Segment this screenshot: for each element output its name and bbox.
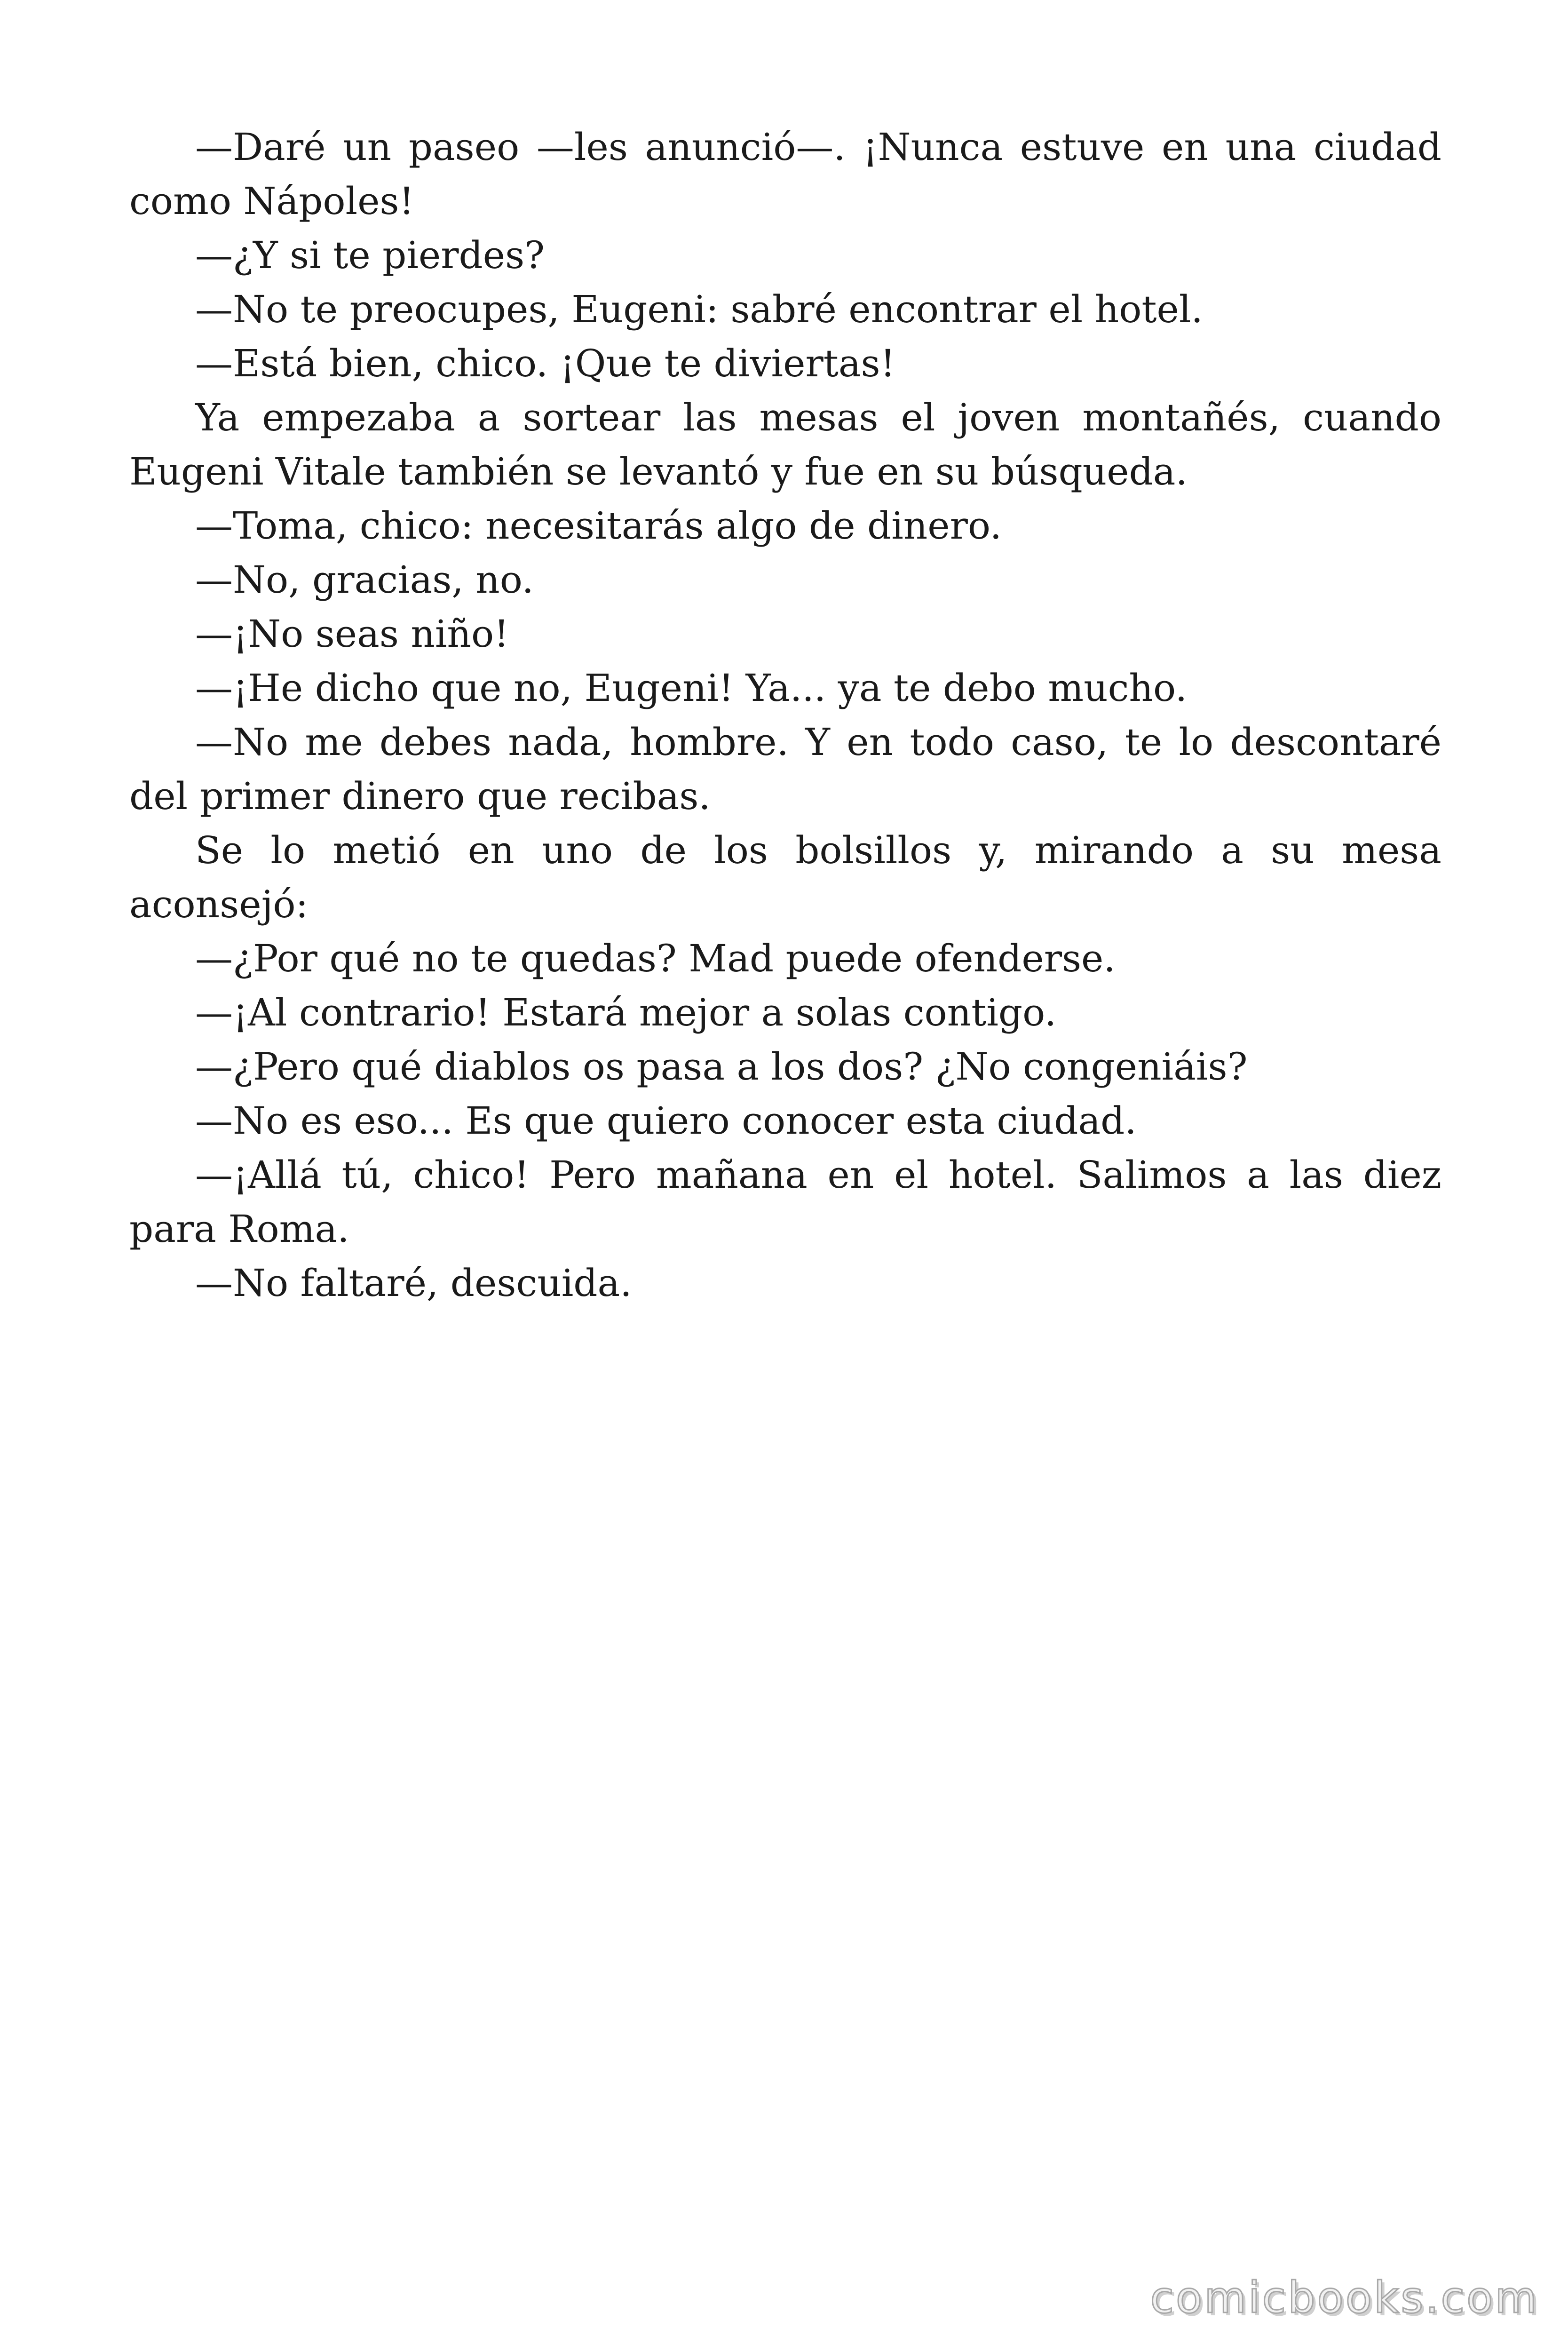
paragraph: —Daré un paseo —les anunció—. ¡Nunca estuve en una ciudad como Nápoles! [129,125,1441,223]
paragraph: Ya empezaba a sortear las mesas el joven montañés, cuando Eugeni Vitale también se levantó y fue en su búsqueda. [129,396,1441,493]
paragraph: —Toma, chico: necesitarás algo de dinero. [195,504,1002,548]
paragraph: —No faltaré, descuida. [195,1261,632,1305]
paragraph: —No, gracias, no. [195,558,534,602]
paragraph: —¡He dicho que no, Eugeni! Ya... ya te debo mucho. [195,666,1188,710]
paragraph: —¡Allá tú, chico! Pero mañana en el hotel. Salimos a las diez para Roma. [129,1153,1441,1251]
paragraph: —¿Y si te pierdes? [195,233,545,277]
paragraph: —Está bien, chico. ¡Que te diviertas! [195,342,895,385]
watermark: comicbooks.com [1150,2273,1539,2323]
paragraph: Se lo metió en uno de los bolsillos y, mirando a su mesa aconsejó: [129,828,1441,926]
paragraph: —No me debes nada, hombre. Y en todo caso, te lo descontaré del primer dinero que recibas. [129,720,1441,818]
paragraph: —¿Pero qué diablos os pasa a los dos? ¿No congeniáis? [195,1045,1248,1089]
paragraph: —No es eso... Es que quiero conocer esta ciudad. [195,1099,1137,1143]
paragraph: —No te preocupes, Eugeni: sabré encontrar el hotel. [195,287,1203,331]
paragraph: —¡No seas niño! [195,612,509,656]
paragraph: —¡Al contrario! Estará mejor a solas contigo. [195,991,1057,1034]
paragraph: —¿Por qué no te quedas? Mad puede ofenderse. [195,937,1116,980]
body-text [129,120,1441,1310]
